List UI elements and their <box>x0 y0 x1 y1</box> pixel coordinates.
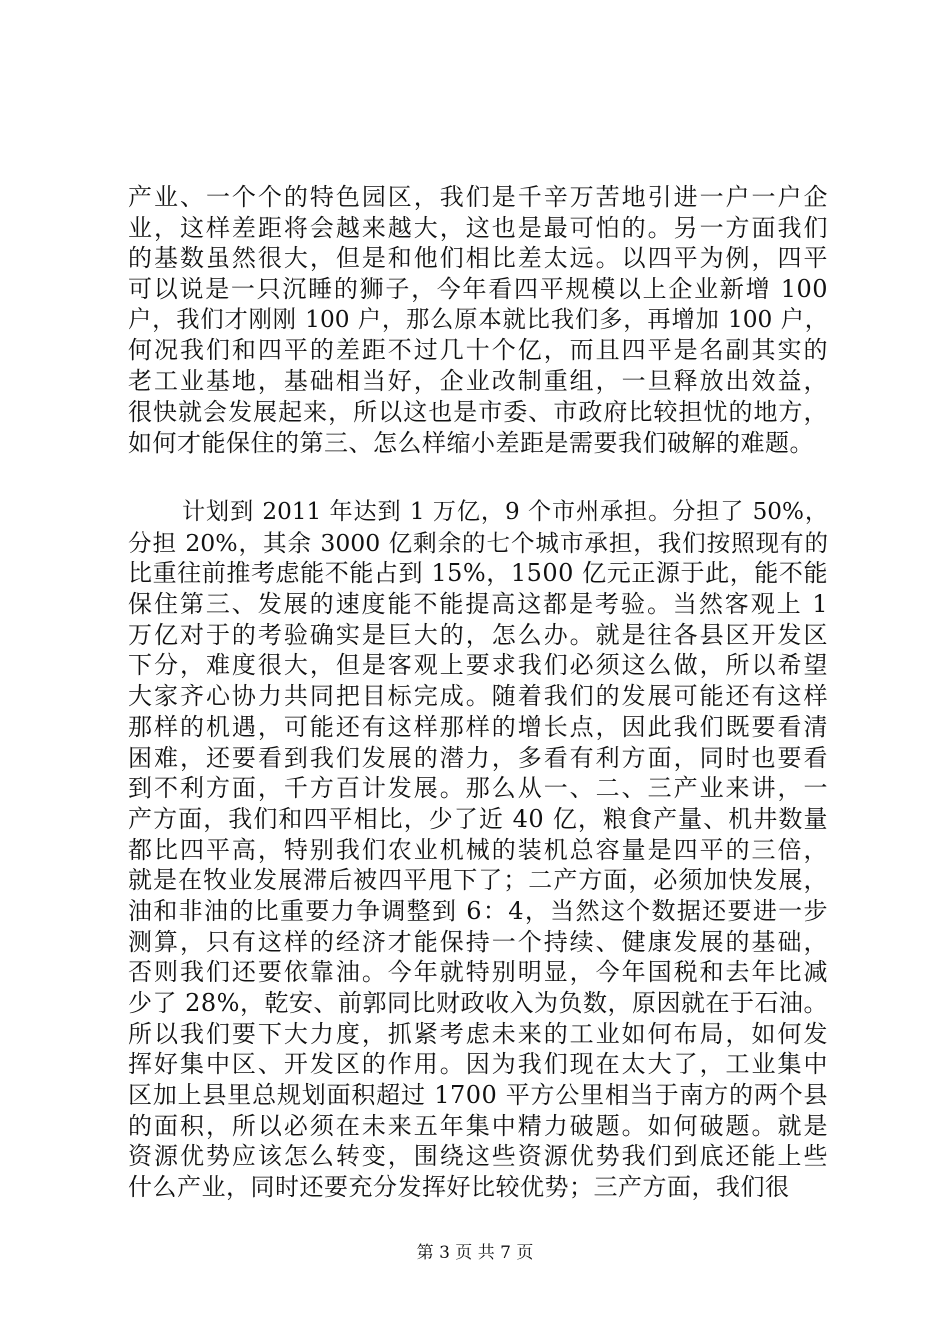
paragraph-1 <box>128 182 828 458</box>
text-line: 如何才能保住的第三、怎么样缩小差距是需要我们破解的难题。 <box>128 428 814 457</box>
text-line: 保住第三、发展的速度能不能提高这都是考验。当然客观上 1 <box>128 590 828 619</box>
text-line: 何况我们和四平的差距不过几十个亿，而且四平是名副其实的 <box>128 336 828 365</box>
text-line: 可以说是一只沉睡的狮子，今年看四平规模以上企业新增 100 <box>128 275 828 304</box>
text-line: 很快就会发展起来，所以这也是市委、市政府比较担忧的地方， <box>128 397 828 426</box>
text-line: 万亿对于的考验确实是巨大的，怎么办。就是往各县区开发区 <box>128 620 828 649</box>
text-line: 的面积，所以必须在未来五年集中精力破题。如何破题。就是 <box>128 1111 828 1140</box>
text-line: 计划到 2011 年达到 1 万亿，9 个市州承担。分担了 50%， <box>182 499 828 525</box>
text-line: 产方面，我们和四平相比，少了近 40 亿，粮食产量、机井数量 <box>128 804 828 833</box>
text-line: 比重往前推考虑能不能占到 15%，1500 亿元正源于此，能不能 <box>128 559 828 588</box>
text-line: 那样的机遇，可能还有这样那样的增长点，因此我们既要看清 <box>128 712 828 741</box>
text-line: 所以我们要下大力度，抓紧考虑未来的工业如何布局，如何发 <box>128 1019 828 1048</box>
text-line: 大家齐心协力共同把目标完成。随着我们的发展可能还有这样 <box>128 682 828 711</box>
text-line: 老工业基地，基础相当好，企业改制重组，一旦释放出效益， <box>128 367 828 396</box>
text-line: 困难，还要看到我们发展的潜力，多看有利方面，同时也要看 <box>128 743 828 772</box>
text-line: 业，这样差距将会越来越大，这也是最可怕的。另一方面我们 <box>128 213 828 242</box>
text-line: 什么产业，同时还要充分发挥好比较优势；三产方面，我们很 <box>128 1173 790 1202</box>
paragraph-2 <box>128 497 828 1203</box>
text-line: 少了 28%，乾安、前郭同比财政收入为负数，原因就在于石油。 <box>128 989 828 1017</box>
page-footer: 第 3 页 共 7 页 <box>416 1243 534 1263</box>
text-line: 否则我们还要依靠油。今年就特别明显，今年国税和去年比减 <box>128 958 828 987</box>
text-line: 户，我们才刚刚 100 户，那么原本就比我们多，再增加 100 户， <box>128 305 828 333</box>
text-line: 油和非油的比重要力争调整到 6：4，当然这个数据还要进一步 <box>128 896 828 925</box>
text-line: 下分，难度很大，但是客观上要求我们必须这么做，所以希望 <box>128 651 828 680</box>
text-line: 都比四平高，特别我们农业机械的装机总容量是四平的三倍， <box>128 835 828 864</box>
text-line: 挥好集中区、开发区的作用。因为我们现在太大了，工业集中 <box>128 1050 828 1079</box>
text-line: 就是在牧业发展滞后被四平甩下了；二产方面，必须加快发展， <box>128 866 828 895</box>
text-line: 测算，只有这样的经济才能保持一个持续、健康发展的基础， <box>128 927 828 956</box>
text-line: 区加上县里总规划面积超过 1700 平方公里相当于南方的两个县 <box>128 1081 828 1110</box>
text-line: 分担 20%，其余 3000 亿剩余的七个城市承担，我们按照现有的 <box>128 528 828 557</box>
text-line: 的基数虽然很大，但是和他们相比差太远。以四平为例，四平 <box>128 244 828 273</box>
text-line: 资源优势应该怎么转变，围绕这些资源优势我们到底还能上些 <box>128 1142 828 1171</box>
text-line: 到不利方面，千方百计发展。那么从一、二、三产业来讲，一 <box>128 774 828 803</box>
text-line: 产业、一个个的特色园区，我们是千辛万苦地引进一户一户企 <box>128 183 828 211</box>
